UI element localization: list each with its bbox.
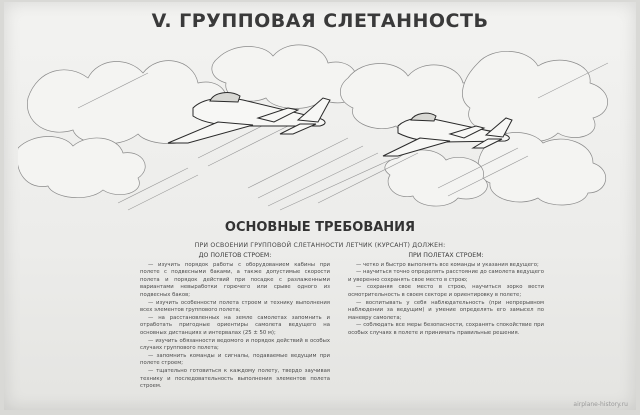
during-flights-header: ПРИ ПОЛЕТАХ СТРОЕМ: bbox=[408, 252, 484, 259]
list-item: — воспитывать у себя наблюдательность (при непрерывном наблюдении за ведущим) и умение определять его замысел по маневру самолета; bbox=[348, 299, 544, 321]
list-item: — тщательно готовиться к каждому полету, твердо заучивая технику и последовательность выполнения элементов полета строем. bbox=[140, 367, 330, 390]
list-item: — изучить особенности полета строем и технику выполнения всех элементов группового полета; bbox=[140, 299, 330, 314]
watermark: airplane-history.ru bbox=[573, 401, 628, 408]
list-item: — научиться точно определять расстояние до самолета ведущего и уверенно сохранять свое место в строю; bbox=[348, 269, 544, 283]
section-heading: ОСНОВНЫЕ ТРЕБОВАНИЯ bbox=[224, 220, 416, 235]
before-flights-column bbox=[140, 252, 330, 391]
page-title: V. ГРУППОВАЯ СЛЕТАННОСТЬ bbox=[151, 10, 489, 32]
list-item: — на расстановленных на земле самолетах запомнить и отработать пригодные ориентиры самолета ведущего на основных дистанциях и интервалах (25 ± 50 м); bbox=[140, 314, 330, 336]
list-item: — четко и быстро выполнять все команды и указания ведущего; bbox=[356, 261, 539, 268]
list-item: — соблюдать все меры безопасности, сохранять спокойствие при особых случаях в полете и принимать правильные решения. bbox=[348, 322, 544, 336]
during-formation-flights-column bbox=[348, 252, 544, 338]
before-flights-header: ДО ПОЛЕТОВ СТРОЕМ: bbox=[198, 252, 272, 259]
list-item: — изучить порядок работы с оборудованием кабины при полете с подвесными баками, а также допустимые скорости полета и порядок действий при посадке с разлаженными вариантами невыработки горючего или срыве одного из подвесных баков; bbox=[140, 261, 330, 298]
list-item: — сохраняя свое место в строю, научиться зорко вести осмотрительность в своем секторе и ориентировку в полете; bbox=[348, 284, 544, 298]
list-item: — изучить обязанности ведомого и порядок действий в особых случаях группового полета; bbox=[140, 337, 330, 352]
formation-flight-illustration bbox=[18, 38, 622, 214]
requirements-intro: ПРИ ОСВОЕНИИ ГРУППОВОЙ СЛЕТАННОСТИ ЛЕТЧИК (КУРСАНТ) ДОЛЖЕН: bbox=[194, 242, 446, 249]
list-item: — запомнить команды и сигналы, подаваемые ведущим при полете строем; bbox=[140, 352, 330, 367]
document-page bbox=[4, 2, 636, 410]
